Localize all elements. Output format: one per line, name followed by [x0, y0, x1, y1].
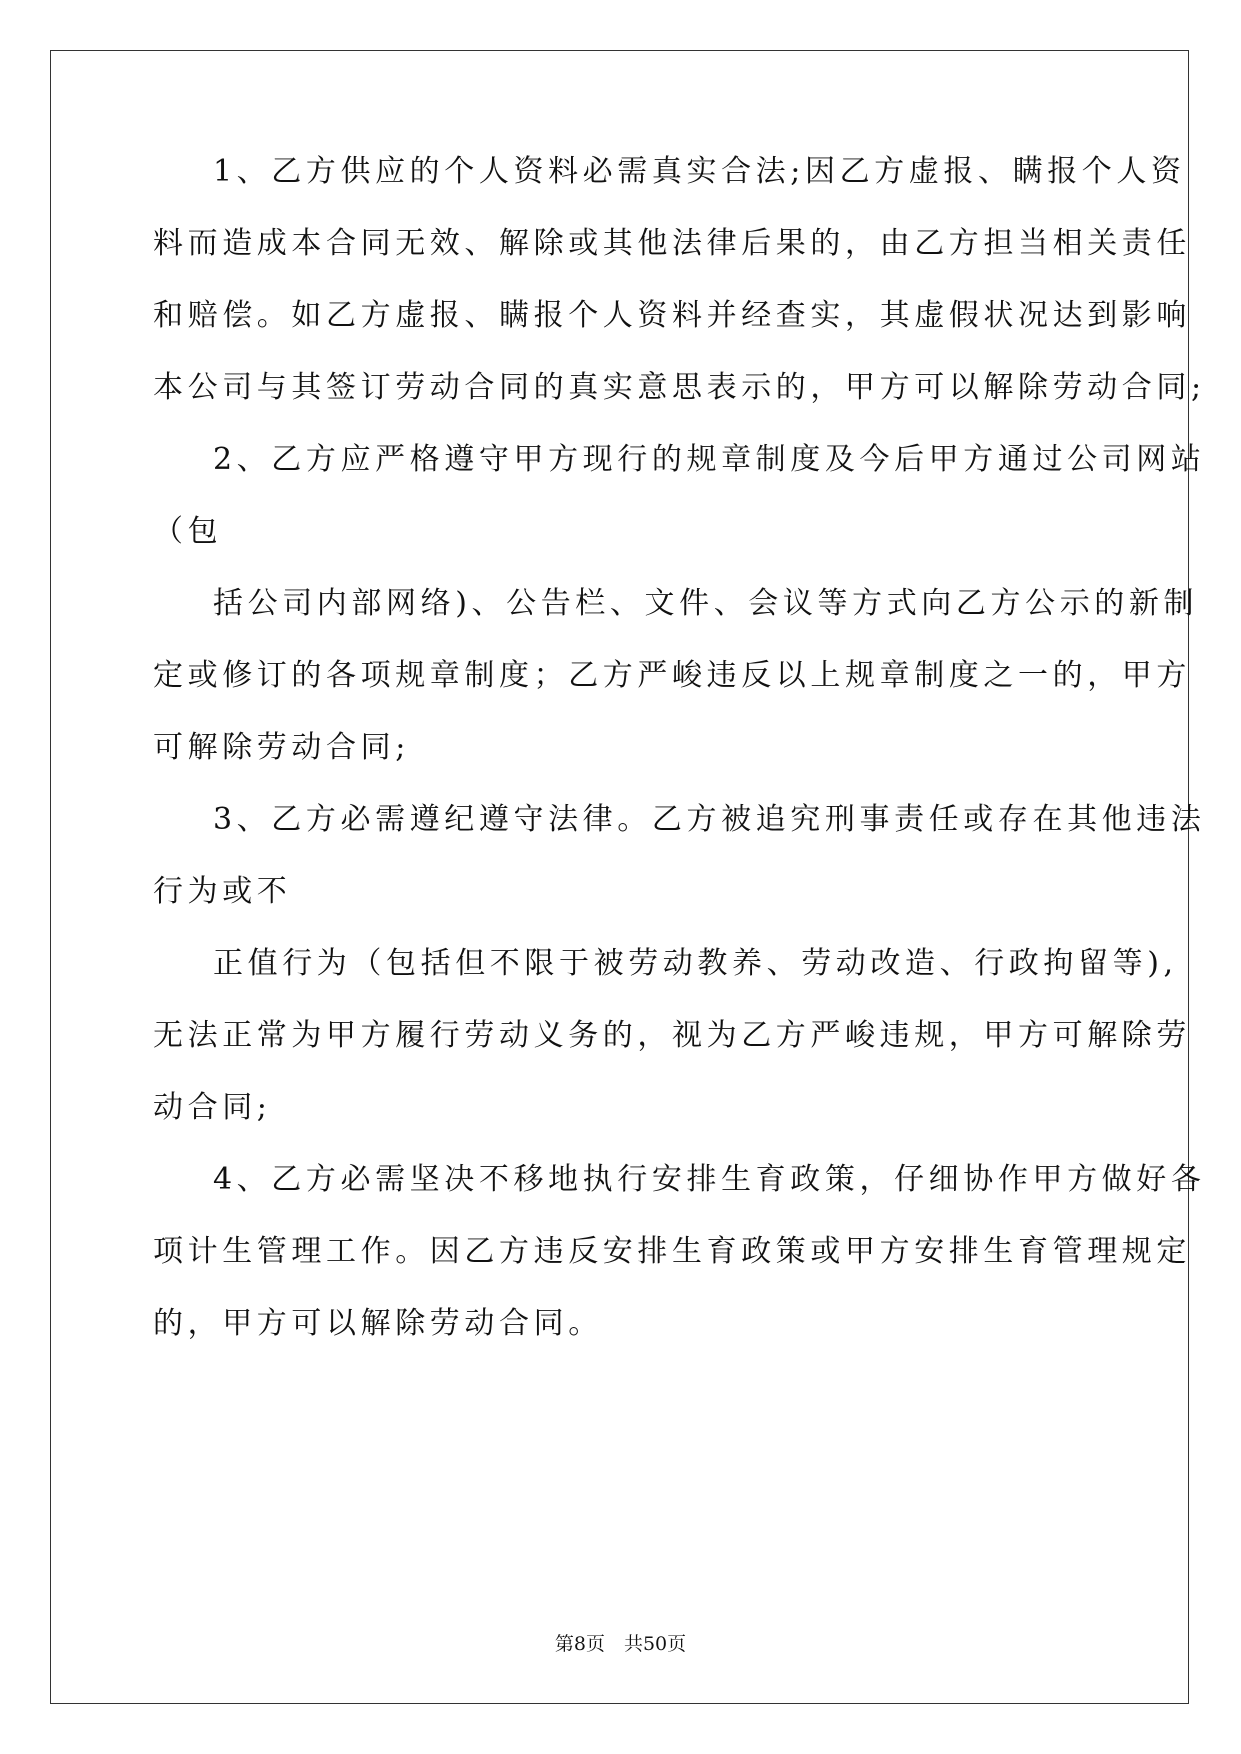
text-line-13: 无法正常为甲方履行劳动义务的，视为乙方严峻违规，甲方可解除劳	[153, 1018, 1191, 1053]
text-line-7: 括公司内部网络)、公告栏、文件、会议等方式向乙方公示的新制	[213, 586, 1199, 621]
text-line-4: 本公司与其签订劳动合同的真实意思表示的，甲方可以解除劳动合同;	[153, 370, 1206, 405]
text-line-1: 1、乙方供应的个人资料必需真实合法;因乙方虚报、瞒报个人资	[213, 154, 1186, 189]
text-line-8: 定或修订的各项规章制度；乙方严峻违反以上规章制度之一的，甲方	[153, 658, 1191, 693]
text-line-15: 4、乙方必需坚决不移地执行安排生育政策，仔细协作甲方做好各	[213, 1162, 1206, 1197]
page-number: 第8页 共50页	[554, 1633, 687, 1655]
text-line-14: 动合同;	[153, 1090, 272, 1125]
text-line-11: 行为或不	[153, 874, 292, 909]
text-line-17: 的，甲方可以解除劳动合同。	[153, 1306, 603, 1341]
text-line-2: 料而造成本合同无效、解除或其他法律后果的，由乙方担当相关责任	[153, 226, 1191, 261]
text-line-9: 可解除劳动合同;	[153, 730, 410, 765]
text-line-6: （包	[153, 514, 223, 549]
text-line-10: 3、乙方必需遵纪遵守法律。乙方被追究刑事责任或存在其他违法	[213, 802, 1206, 837]
text-line-12: 正值行为（包括但不限于被劳动教养、劳动改造、行政拘留等),	[213, 946, 1178, 981]
text-line-3: 和赔偿。如乙方虚报、瞒报个人资料并经查实，其虚假状况达到影响	[153, 298, 1191, 333]
text-line-5: 2、乙方应严格遵守甲方现行的规章制度及今后甲方通过公司网站	[213, 442, 1206, 477]
text-line-16: 项计生管理工作。因乙方违反安排生育政策或甲方安排生育管理规定	[153, 1234, 1191, 1269]
